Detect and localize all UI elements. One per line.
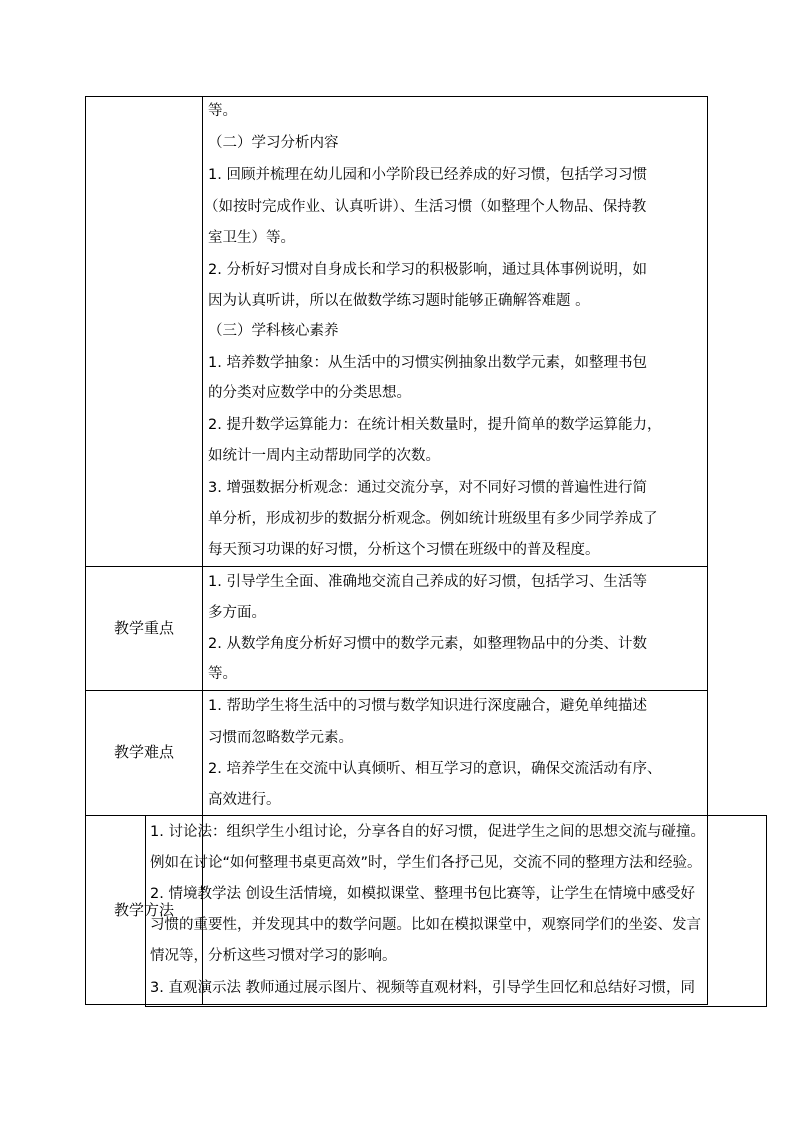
analysis-line: 1. 回顾并梳理在幼儿园和小学阶段已经养成的好习惯，包括学习习惯 bbox=[208, 167, 647, 183]
analysis-line: 室卫生）等。 bbox=[208, 230, 295, 246]
analysis-line: 2. 分析好习惯对自身成长和学习的积极影响，通过具体事例说明，如 bbox=[208, 262, 647, 278]
key-points-line: 2. 从数学角度分析好习惯中的数学元素，如整理物品中的分类、计数 bbox=[208, 636, 647, 652]
difficulties-label: 教学难点 bbox=[113, 743, 174, 761]
key-points-line: 等。 bbox=[208, 666, 237, 682]
analysis-line: 2. 提升数学运算能力：在统计相关数量时，提升简单的数学运算能力， bbox=[208, 417, 662, 433]
methods-line: 例如在讨论“如何整理书桌更高效”时，学生们各抒己见，交流不同的整理方法和经验。 bbox=[150, 855, 702, 871]
analysis-subheading: （三）学科核心素养 bbox=[208, 323, 339, 339]
analysis-line: 3. 增强数据分析观念：通过交流分享，对不同好习惯的普遍性进行简 bbox=[208, 480, 647, 496]
analysis-line: 如统计一周内主动帮助同学的次数。 bbox=[208, 448, 440, 464]
difficulties-line: 习惯而忽略数学元素。 bbox=[208, 730, 353, 746]
difficulties-line: 1. 帮助学生将生活中的习惯与数学知识进行深度融合，避免单纯描述 bbox=[208, 698, 647, 714]
methods-label: 教学方法 bbox=[113, 901, 174, 919]
difficulties-line: 高效进行。 bbox=[208, 792, 281, 808]
methods-line: 1. 讨论法：组织学生小组讨论，分享各自的好习惯，促进学生之间的思想交流与碰撞。 bbox=[150, 824, 705, 840]
methods-line: 习惯的重要性，并发现其中的数学问题。比如在模拟课堂中，观察同学们的坐姿、发言 bbox=[150, 917, 701, 933]
row-divider bbox=[85, 566, 708, 567]
methods-line: 情况等，分析这些习惯对学习的影响。 bbox=[150, 948, 397, 964]
methods-line: 2. 情境教学法 创设生活情境，如模拟课堂、整理书包比赛等，让学生在情境中感受好 bbox=[150, 886, 696, 902]
analysis-line: 因为认真听讲，所以在做数学练习题时能够正确解答难题 。 bbox=[208, 293, 590, 309]
methods-line: 3. 直观演示法 教师通过展示图片、视频等直观材料，引导学生回忆和总结好习惯，同 bbox=[150, 980, 696, 996]
analysis-subheading: （二）学习分析内容 bbox=[208, 135, 339, 151]
key-points-line: 1. 引导学生全面、准确地交流自己养成的好习惯，包括学习、生活等 bbox=[208, 574, 647, 590]
key-points-line: 多方面。 bbox=[208, 605, 266, 621]
key-points-label: 教学重点 bbox=[113, 619, 174, 637]
analysis-line: 每天预习功课的好习惯，分析这个习惯在班级中的普及程度。 bbox=[208, 542, 600, 558]
analysis-line: （如按时完成作业、认真听讲）、生活习惯（如整理个人物品、保持教 bbox=[204, 199, 647, 215]
row-divider bbox=[85, 690, 708, 691]
difficulties-line: 2. 培养学生在交流中认真倾听、相互学习的意识，确保交流活动有序、 bbox=[208, 761, 662, 777]
analysis-line: 等。 bbox=[208, 103, 237, 119]
analysis-line: 1. 培养数学抽象：从生活中的习惯实例抽象出数学元素，如整理书包 bbox=[208, 355, 647, 371]
analysis-line: 单分析，形成初步的数据分析观念。例如统计班级里有多少同学养成了 bbox=[208, 511, 658, 527]
analysis-line: 的分类对应数学中的分类思想。 bbox=[208, 385, 411, 401]
